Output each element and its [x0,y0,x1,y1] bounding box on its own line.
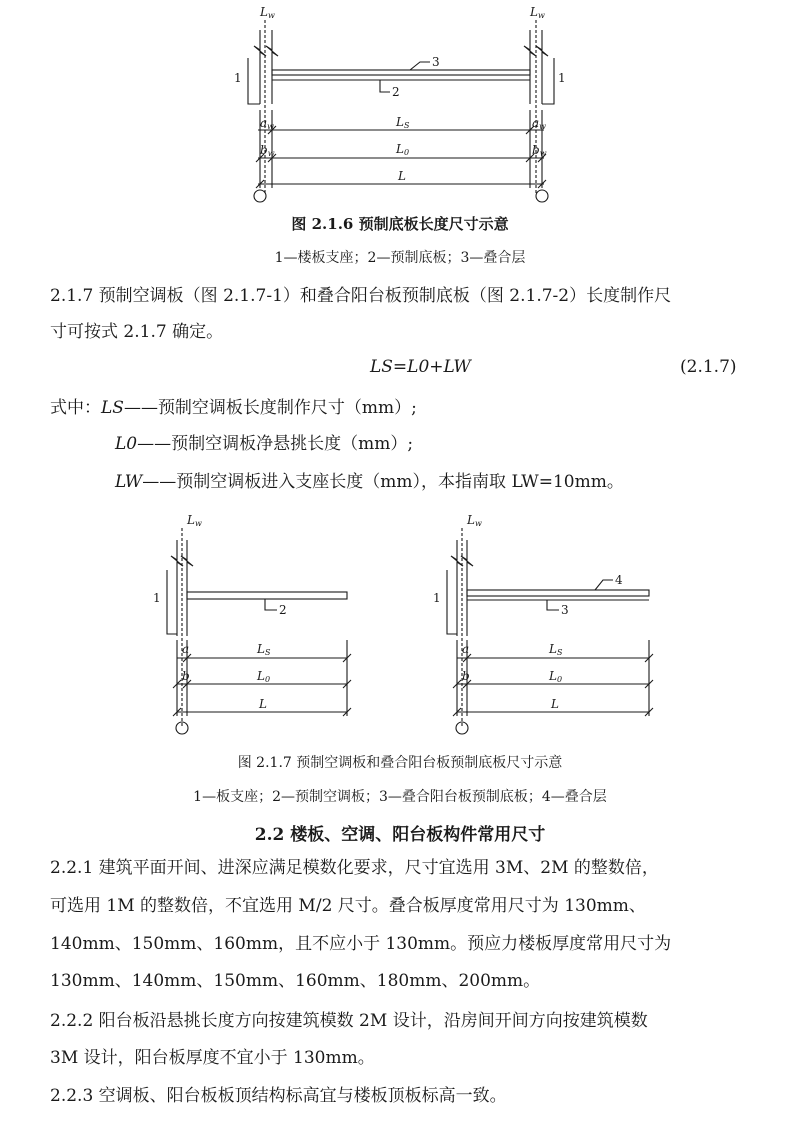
paragraph-line: 140mm、150mm、160mm，且不应小于 130mm。预应力楼板厚度常用尺寸为 [50,934,672,954]
svg-text:aw: aw [532,116,547,131]
figure-2-1-7-legend: 1—板支座；2—预制空调板；3—叠合阳台板预制底板；4—叠合层 [193,789,607,805]
figure-2-1-7-left [145,510,360,740]
figure-2-1-6 [220,0,590,205]
paragraph-line: 2.2.2 阳台板沿悬挑长度方向按建筑模数 2M 设计，沿房间开间方向按建筑模数 [50,1011,648,1031]
paragraph-line: 2.2.1 建筑平面开间、进深应满足模数化要求，尺寸宜选用 3M、2M 的整数倍， [50,858,659,878]
svg-text:4: 4 [615,573,623,587]
svg-text:L: L [551,697,559,711]
formula-number: (2.1.7) [680,357,737,377]
formula: LS=L0+LW [370,357,471,377]
figure-2-1-7-caption: 图 2.1.7 预制空调板和叠合阳台板预制底板尺寸示意 [237,755,563,771]
figure-2-1-6-legend: 1—楼板支座；2—预制底板；3—叠合层 [274,250,526,266]
label-ls: L [396,115,404,129]
label-support-right: 1 [558,71,566,85]
svg-text:aw: aw [260,116,275,131]
figure-2-1-6-caption: 图 2.1.6 预制底板长度尺寸示意 [291,215,509,233]
where-line-1: 式中：LS——预制空调板长度制作尺寸（mm）; [50,398,417,418]
svg-text:bw: bw [532,143,547,158]
label-lw: L [260,5,268,19]
svg-text:1: 1 [153,591,161,605]
svg-text:L0: L0 [549,669,563,684]
svg-text:2: 2 [279,603,287,617]
where-line-3: LW——预制空调板进入支座长度（mm），本指南取 LW=10mm。 [115,472,624,492]
svg-text:3: 3 [561,603,569,617]
label-l: L [398,169,406,183]
label-l0: L [396,142,404,156]
where-line-2: L0——预制空调板净悬挑长度（mm）; [115,434,414,454]
sec-2-1-7-line2: 寸可按式 2.1.7 确定。 [50,322,224,342]
svg-text:LS: LS [396,115,410,130]
svg-text:a: a [182,642,190,656]
label-topping: 3 [432,55,440,69]
svg-text:LS: LS [549,642,563,657]
svg-text:1: 1 [433,591,441,605]
section-2-2-heading: 2.2 楼板、空调、阳台板构件常用尺寸 [254,825,546,845]
svg-text:Lw: Lw [260,5,275,20]
svg-text:bw: bw [260,143,275,158]
paragraph-line: 2.2.3 空调板、阳台板板顶结构标高宜与楼板顶板标高一致。 [50,1086,507,1106]
svg-text:L: L [259,697,267,711]
figure-2-1-7-right [425,510,665,740]
paragraph-line: 可选用 1M 的整数倍，不宜选用 M/2 尺寸。叠合板厚度常用尺寸为 130mm、 [50,896,646,916]
svg-text:Lw: Lw [187,513,202,528]
svg-text:Lw: Lw [467,513,482,528]
sec-2-1-7-line1: 2.1.7 预制空调板（图 2.1.7-1）和叠合阳台板预制底板（图 2.1.7-2）长度制作尺 [50,286,672,306]
label-support-left: 1 [234,71,242,85]
svg-text:Lw: Lw [530,5,545,20]
svg-text:b: b [462,669,470,683]
paragraph-line: 3M 设计，阳台板厚度不宜小于 130mm。 [50,1048,375,1068]
svg-text:b: b [182,669,190,683]
svg-text:L0: L0 [257,669,271,684]
svg-text:LS: LS [257,642,271,657]
paragraph-line: 130mm、140mm、150mm、160mm、180mm、200mm。 [50,971,541,991]
svg-text:a: a [462,642,470,656]
svg-text:L0: L0 [396,142,410,157]
label-slab: 2 [392,85,400,99]
